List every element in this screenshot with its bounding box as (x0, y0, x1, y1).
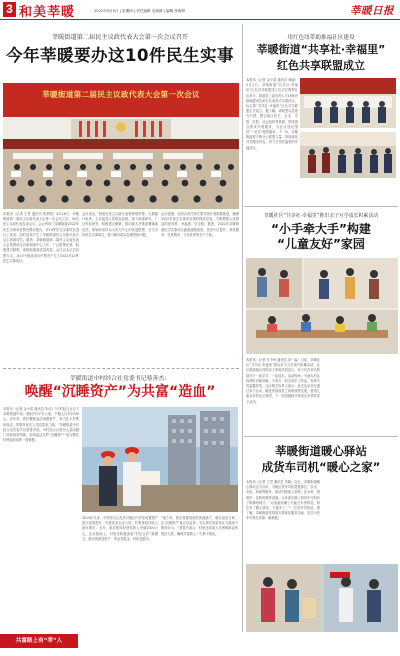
newspaper-logo: 莘暖日报 (350, 5, 394, 17)
station-photo (246, 564, 398, 632)
activity-photo (300, 132, 396, 178)
article5-headline-1: 莘暖街道暖心驿站 (275, 444, 367, 458)
article4-headline: 唤醒“沉睡资产”为共富“造血” (24, 384, 216, 400)
article5-body-cont (324, 480, 398, 560)
article3-body-cont (324, 358, 398, 432)
article1-body-mid: 会议指出，街道各民主议政代表要珍惜荣誉，认真履行职责，主动接受人民群众监督，深入调查研究，广泛听取意见，积极建言献策，推动重大决策部署落地见效。要始终坚持以人民为中心的发展思想，全力办好民生实事项目，着力解决群众急难愁盼问题。 (82, 212, 158, 237)
article2-headline-1: 莘暖街道“共享社·幸福里” (256, 43, 386, 56)
article3-headline-2: “儿童友好”家园 (277, 237, 365, 251)
article5-headline-2: 成货车司机“暖心之家” (261, 460, 381, 474)
league-photo (300, 78, 396, 128)
page-number: 3 (3, 2, 16, 17)
meeting-photo (3, 83, 239, 209)
article4-body-right: “接下来，我们将继续深挖资源潜力，做好盘活文章，让‘沉睡资产’真正活起来，为实现共同富裕注入源源不断的动力。”蔡善杰表示，村里还将加大对困难群众的帮扶力度，确保共富路上一个都不掉队。 (161, 516, 238, 536)
divider (244, 436, 398, 437)
divider (3, 368, 239, 369)
article1-body-left: 本报讯（记者 王君 通讯员 黄梦婷）4月28日，莘暖街道第二届民主议政代表大会第一次会议召开。90名民主议政代表参加会议。会议听取了莘暖街道2022年民生实事项目票决情况报告，对10件民生实事项目进行了表决，同时选举产生了莘暖街道民主议政代表大会主席团成员。据悉，莘暖街道第二届民主议政代表大会将围绕全区和街道中心工作，广泛收集民意，积极建言献策，助推街道高质量发展。会议以无记名投票方式，从15个候选项目中票决产生了2022年10件民生实事项目。 (3, 212, 79, 263)
footer-column-tag: 共富路上有“莘”人 (0, 634, 78, 648)
banner-text: 莘暖街道第二届民主议政代表大会第一次会议 (42, 90, 200, 99)
article3-headline-1: “小手牵大手”构建 (271, 222, 371, 236)
article4-body-left: 本报讯（记者 金小清 通讯员 朱佳）“中村经合社位于莘暖街道中部，面积约3平方公里，户籍人口约2700人。近年来，我们聚焦盘活闲置资产，努力壮大村集体经济，带领村民走上共同富裕之路。”莘暖街道中村经合社党委书记蔡善杰说。中村经合社曾有大量闲置厂房和低效用地，如何盘活这些“沉睡资产”成为摆在村两委面前的一道难题。 (3, 407, 79, 443)
construction-photo (82, 407, 238, 512)
article1-headline: 今年莘暖要办这10件民生实事 (6, 46, 234, 65)
masthead-meta: 2022年5月5日 | 星期四 | 责任编辑 吴莉斯 | 编辑 张海婷 (94, 9, 186, 13)
article4-kicker: 莘暖街道中村经合社党委书记蔡善杰： (69, 376, 171, 382)
article2-kicker: 用红色纽带助推福社区建设 (287, 35, 355, 41)
article3-kicker: 莘暖社区“共享社·幸福里”推出亲子互学成长积累活动 (263, 213, 379, 219)
article1-kicker: 莘暖街道第二届民主议政代表大会第一次会议召开 (51, 34, 189, 41)
divider (244, 206, 398, 207)
section-title: 和美莘暖 (19, 5, 76, 20)
article4-body-mid: 2019年以来，中村经合社先后对辖区内多处闲置资产进行改造提升，引进优质企业入驻，村集体经济收入逐年增长。去年，该村集体经营性收入突破1000万元。在此基础上，村里还积极探索“村企合作”新模式，推动资源变资产、资金变股金、村民变股东。 (82, 516, 158, 541)
article2-headline-2: 红色共享联盟成立 (277, 59, 365, 72)
article1-body-right: 会议强调，各项目责任单位要对照计划抓紧推进，确保2022年民生实事项目按时保质完成，不断增强人民群众的获得感、幸福感、安全感。据悉，2022年莘暖街道民生实事项目涵盖道路改造、老旧小区提升、养老服务、托育服务、文化体育等多个方面。 (161, 212, 239, 237)
column-divider (242, 24, 243, 632)
article3-body: 本报讯（记者 朱小珂 通讯员 刘一淼）日前，莘暖社区“共享社·幸福里”推出亲子互学成长积累活动，社区邀请辖区内的亲子家庭共同参与，孩子们在家长的陪伴下一起学习、一起成长。活动现场，小朋友们认真聆听老师讲解，与家长一同完成手工作品，现场气氛温馨热烈。社区相关负责人表示，此次活动旨在通过亲子互动，增进家庭成员之间的情感交流，营造儿童友好的社区氛围，下一步将继续开展形式多样的亲子活动。 (246, 358, 320, 404)
article2-body-tail (300, 181, 396, 203)
kids-activity-photo (246, 258, 398, 354)
article2-body: 本报讯（记者 金小清 通讯员 林晓）5月1日，莘暖街道“共享社·幸福里”红色共享联盟成立仪式在胜利社区举行。街道党工委负责人与16家首批联盟成员单位代表签订共建协议，标志着“共享社·幸福里”红色共享联盟正式成立。据了解，该联盟以党建为引领，整合辖区机关、企业、学校、医院、社会组织等资源，围绕群众需求开展服务，为社区居民提供“一站式”便民服务。下一步，莘暖街道将不断壮大联盟力量，持续深化共享服务内容，努力打造有温度的幸福社区。 (246, 78, 298, 150)
article5-body: 本报讯（记者 王君 通讯员 李晓）近日，莘暖街道暖心驿站正式启用，为辖区货车司机提供休息、饮水、充电、如厕等服务。驿站内配备了桌椅、饮水机、微波炉、急救药箱等设施，让奔波在路上的货车司机有了歇脚的地方。“以前跑车累了只能在车里休息，现在有了暖心驿站，方便多了。”一位货车司机说。据了解，莘暖街道将持续完善驿站服务功能，切实为货车司机办实事、解难题。 (246, 480, 320, 521)
